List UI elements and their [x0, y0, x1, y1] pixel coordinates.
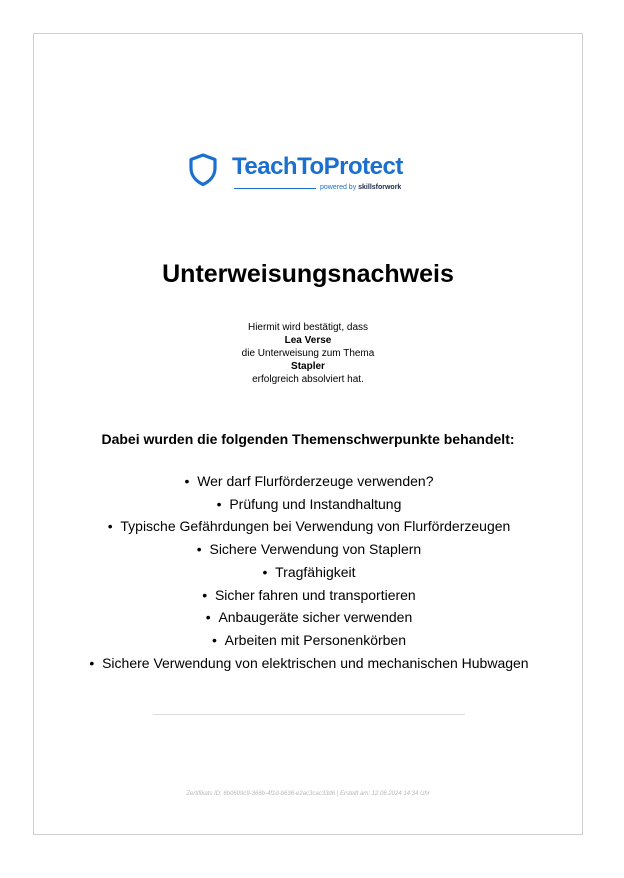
topic-item: • Sichere Verwendung von elektrischen und mechanischen Hubwagen — [74, 652, 544, 675]
topic-item: • Arbeiten mit Personenkörben — [74, 629, 544, 652]
logo-powered-brand: skillsforwork — [358, 184, 402, 191]
confirmation-block — [34, 321, 582, 386]
logo-underline — [234, 188, 316, 189]
certificate-title: Unterweisungsnachweis — [162, 260, 454, 288]
participant-name: Lea Verse — [284, 335, 332, 346]
logo-wordmark: TeachToProtect — [232, 153, 403, 180]
topics-heading: Dabei wurden die folgenden Themenschwerpunkte behandelt: — [101, 431, 515, 447]
confirmation-line-1: Hiermit wird bestätigt, dass — [247, 322, 369, 333]
topic-item: • Tragfähigkeit — [74, 561, 544, 584]
topic-item: • Sichere Verwendung von Staplern — [74, 538, 544, 561]
confirmation-line-2: die Unterweisung zum Thema — [241, 348, 375, 359]
certificate-page — [33, 33, 583, 835]
confirmation-line-3: erfolgreich absolviert hat. — [252, 374, 364, 385]
teachtoprotect-logo — [184, 147, 407, 199]
divider — [153, 714, 465, 715]
topic-item: • Typische Gefährdungen bei Verwendung von Flurförderzeugen — [74, 515, 544, 538]
logo-powered-prefix: powered by — [320, 184, 359, 191]
topic-item: • Prüfung und Instandhaltung — [74, 493, 544, 516]
topics-list — [74, 470, 544, 674]
topic-item: • Anbaugeräte sicher verwenden — [74, 606, 544, 629]
topic-item: • Wer darf Flurförderzeuge verwenden? — [74, 470, 544, 493]
topic-item: • Sicher fahren und transportieren — [74, 584, 544, 607]
certificate-footer: Zertifikats ID: 6b0609c9-366b-4f1d-b636-e2ac3cac33d6 | Erstellt am: 12.06.2024 14:34 Uhr — [186, 791, 430, 797]
training-topic: Stapler — [291, 361, 325, 372]
shield-icon — [188, 153, 218, 187]
logo-powered-by — [320, 184, 401, 191]
